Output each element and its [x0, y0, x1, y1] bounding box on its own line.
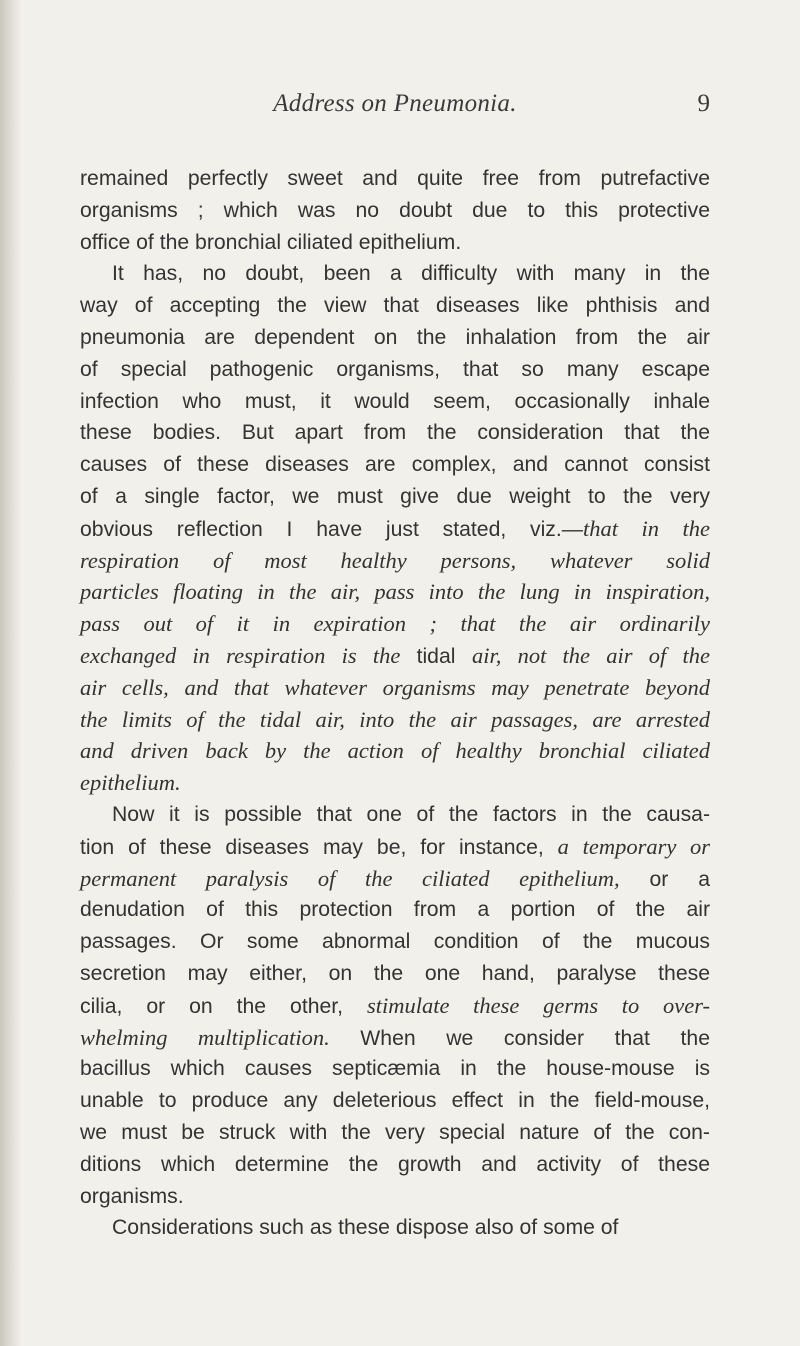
italic-run: epithelium.	[80, 770, 181, 796]
text-run: way of accepting the view that diseases like phthisis and	[80, 294, 710, 318]
text-run: unable to produce any deleterious effect in the field-mouse,	[80, 1089, 710, 1113]
paragraph	[80, 258, 710, 799]
text-run: obvious reflection I have just stated, viz.—	[80, 517, 583, 541]
text-line	[80, 735, 710, 767]
text-line	[80, 926, 710, 958]
text-run: or a	[619, 867, 710, 891]
text-line	[80, 863, 710, 895]
text-run: cilia, or on the other,	[80, 994, 367, 1018]
text-line	[80, 990, 710, 1022]
text-line	[80, 704, 710, 736]
paragraph	[80, 799, 710, 1212]
text-run: Now it is possible that one of the factors in the causa-	[112, 802, 710, 826]
text-line	[80, 1212, 710, 1244]
text-line	[80, 258, 710, 290]
italic-run: whelming multiplication.	[80, 1024, 330, 1050]
text-run: tidal	[416, 644, 472, 668]
text-run: office of the bronchial ciliated epithelium.	[80, 230, 462, 254]
text-line	[80, 640, 710, 672]
text-line	[80, 227, 710, 259]
text-run: When we consider that the	[329, 1026, 710, 1050]
italic-run: the limits of the tidal air, into the air passages, are arrested	[80, 706, 710, 732]
text-run: secretion may either, on the one hand, paralyse these	[80, 961, 710, 985]
text-run: organisms ; which was no doubt due to this protective	[80, 198, 710, 222]
text-line	[80, 449, 710, 481]
page-number: 9	[697, 90, 710, 117]
italic-run: respiration of most healthy persons, whatever solid	[80, 547, 710, 573]
text-line	[80, 608, 710, 640]
text-run: of a single factor, we must give due weight to the very	[80, 484, 710, 508]
text-line	[80, 831, 710, 863]
italic-run: permanent paralysis of the ciliated epithelium,	[80, 865, 620, 891]
text-line	[80, 545, 710, 577]
paragraph	[80, 163, 710, 258]
text-line	[80, 1022, 710, 1054]
italic-run: stimulate these germs to over-	[367, 992, 710, 1018]
text-run: we must be struck with the very special nature of the con-	[80, 1120, 710, 1144]
text-line	[80, 958, 710, 990]
running-title: Address on Pneumonia.	[273, 90, 517, 117]
text-run: organisms.	[80, 1184, 184, 1208]
text-line	[80, 386, 710, 418]
text-line	[80, 1181, 710, 1213]
text-run: of special pathogenic organisms, that so many escape	[80, 357, 710, 381]
text-run: Considerations such as these dispose also of some of	[112, 1216, 619, 1240]
italic-run: that in the	[582, 515, 710, 541]
text-run: these bodies. But apart from the consideration that the	[80, 421, 710, 445]
text-line	[80, 417, 710, 449]
text-run: denudation of this protection from a portion of the air	[80, 898, 710, 922]
italic-run: particles floating in the air, pass into the lung in inspiration,	[80, 579, 710, 605]
text-line	[80, 1085, 710, 1117]
italic-run: and driven back by the action of healthy bronchial ciliated	[80, 738, 710, 764]
text-line	[80, 513, 710, 545]
text-run: passages. Or some abnormal condition of the mucous	[80, 930, 710, 954]
text-line	[80, 894, 710, 926]
text-line	[80, 354, 710, 386]
italic-run: air, not the air of the	[471, 642, 710, 668]
italic-run: exchanged in respiration is the	[80, 642, 417, 668]
text-line	[80, 290, 710, 322]
text-line	[80, 322, 710, 354]
binding-shadow	[0, 0, 22, 1346]
italic-run: pass out of it in expiration ; that the air ordinarily	[80, 611, 710, 637]
text-line	[80, 163, 710, 195]
text-run: remained perfectly sweet and quite free from putrefactive	[80, 167, 710, 190]
text-run: ditions which determine the growth and activity of these	[80, 1152, 710, 1176]
text-run: bacillus which causes septicæmia in the house-mouse is	[80, 1057, 710, 1081]
running-head	[80, 90, 710, 130]
text-line	[80, 799, 710, 831]
text-line	[80, 672, 710, 704]
text-line	[80, 1117, 710, 1149]
text-run: causes of these diseases are complex, and cannot consist	[80, 453, 710, 477]
italic-run: a temporary or	[557, 833, 710, 859]
text-line	[80, 1149, 710, 1181]
text-run: infection who must, it would seem, occasionally inhale	[80, 389, 710, 413]
text-line	[80, 1053, 710, 1085]
text-run: tion of these diseases may be, for instance,	[80, 835, 558, 859]
body-text	[80, 163, 710, 1244]
paragraph	[80, 1212, 710, 1244]
text-line	[80, 767, 710, 799]
italic-run: air cells, and that whatever organisms may penetrate beyond	[80, 674, 710, 700]
text-run: It has, no doubt, been a difficulty with many in the	[112, 262, 710, 286]
text-line	[80, 481, 710, 513]
text-line	[80, 576, 710, 608]
text-run: pneumonia are dependent on the inhalation from the air	[80, 325, 710, 349]
text-line	[80, 195, 710, 227]
